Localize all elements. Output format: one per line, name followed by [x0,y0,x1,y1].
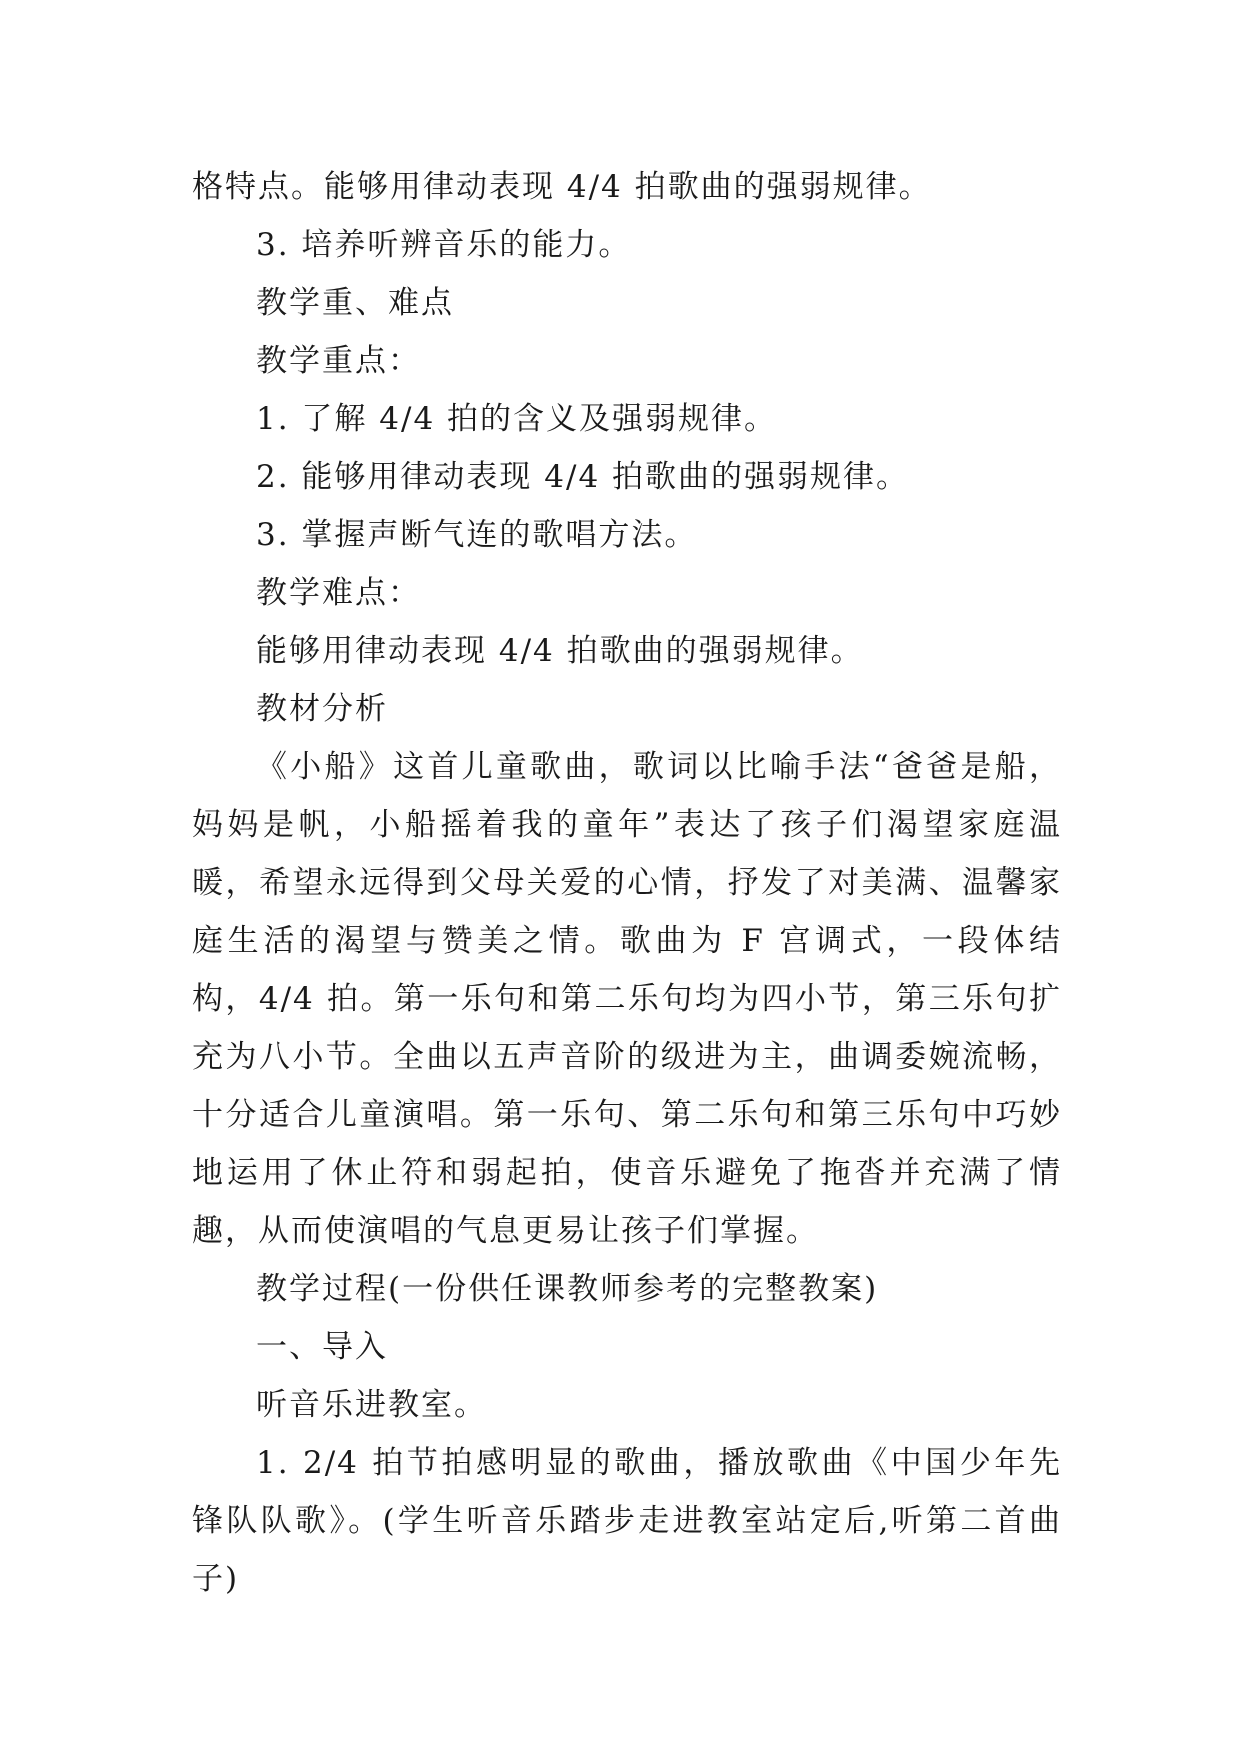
document-body [192,158,1062,1608]
analysis-paragraph: 《小船》这首儿童歌曲，歌词以比喻手法“爸爸是船，妈妈是帆，小船摇着我的童年”表达了孩子们渴望家庭温暖，希望永远得到父母关爱的心情，抒发了对美满、温馨家庭生活的渴望与赞美之情。歌曲为 F 宫调式，一段体结构，4/4 拍。第一乐句和第二乐句均为四小节，第三乐句扩充为八小节。全曲以五声音阶的级进为主，曲调委婉流畅，十分适合儿童演唱。第一乐句、第二乐句和第三乐句中巧妙地运用了休止符和弱起拍，使音乐避免了拖沓并充满了情趣，从而使演唱的气息更易让孩子们掌握。 [192,749,1062,1249]
subsection-heading: 教学难点： [256,575,421,611]
section-heading: 教学重、难点 [256,285,454,321]
text-line: 3. 培养听辨音乐的能力。 [256,227,632,263]
text-line: 听音乐进教室。 [256,1387,487,1423]
list-item: 1. 了解 4/4 拍的含义及强弱规律。 [256,401,778,437]
section-heading: 教学过程(一份供任课教师参考的完整教案) [256,1271,879,1307]
list-item: 3. 掌握声断气连的歌唱方法。 [256,517,698,553]
section-heading: 教材分析 [256,691,388,727]
list-item: 2. 能够用律动表现 4/4 拍歌曲的强弱规律。 [256,459,910,495]
subsection-heading: 教学重点： [256,343,421,379]
text-line: 格特点。能够用律动表现 4/4 拍歌曲的强弱规律。 [192,169,932,205]
list-item-paragraph: 1. 2/4 拍节拍感明显的歌曲，播放歌曲《中国少年先锋队队歌》。(学生听音乐踏步走进教室站定后,听第二首曲子) [192,1445,1062,1597]
text-line: 能够用律动表现 4/4 拍歌曲的强弱规律。 [256,633,864,669]
subsection-heading: 一、导入 [256,1329,388,1365]
